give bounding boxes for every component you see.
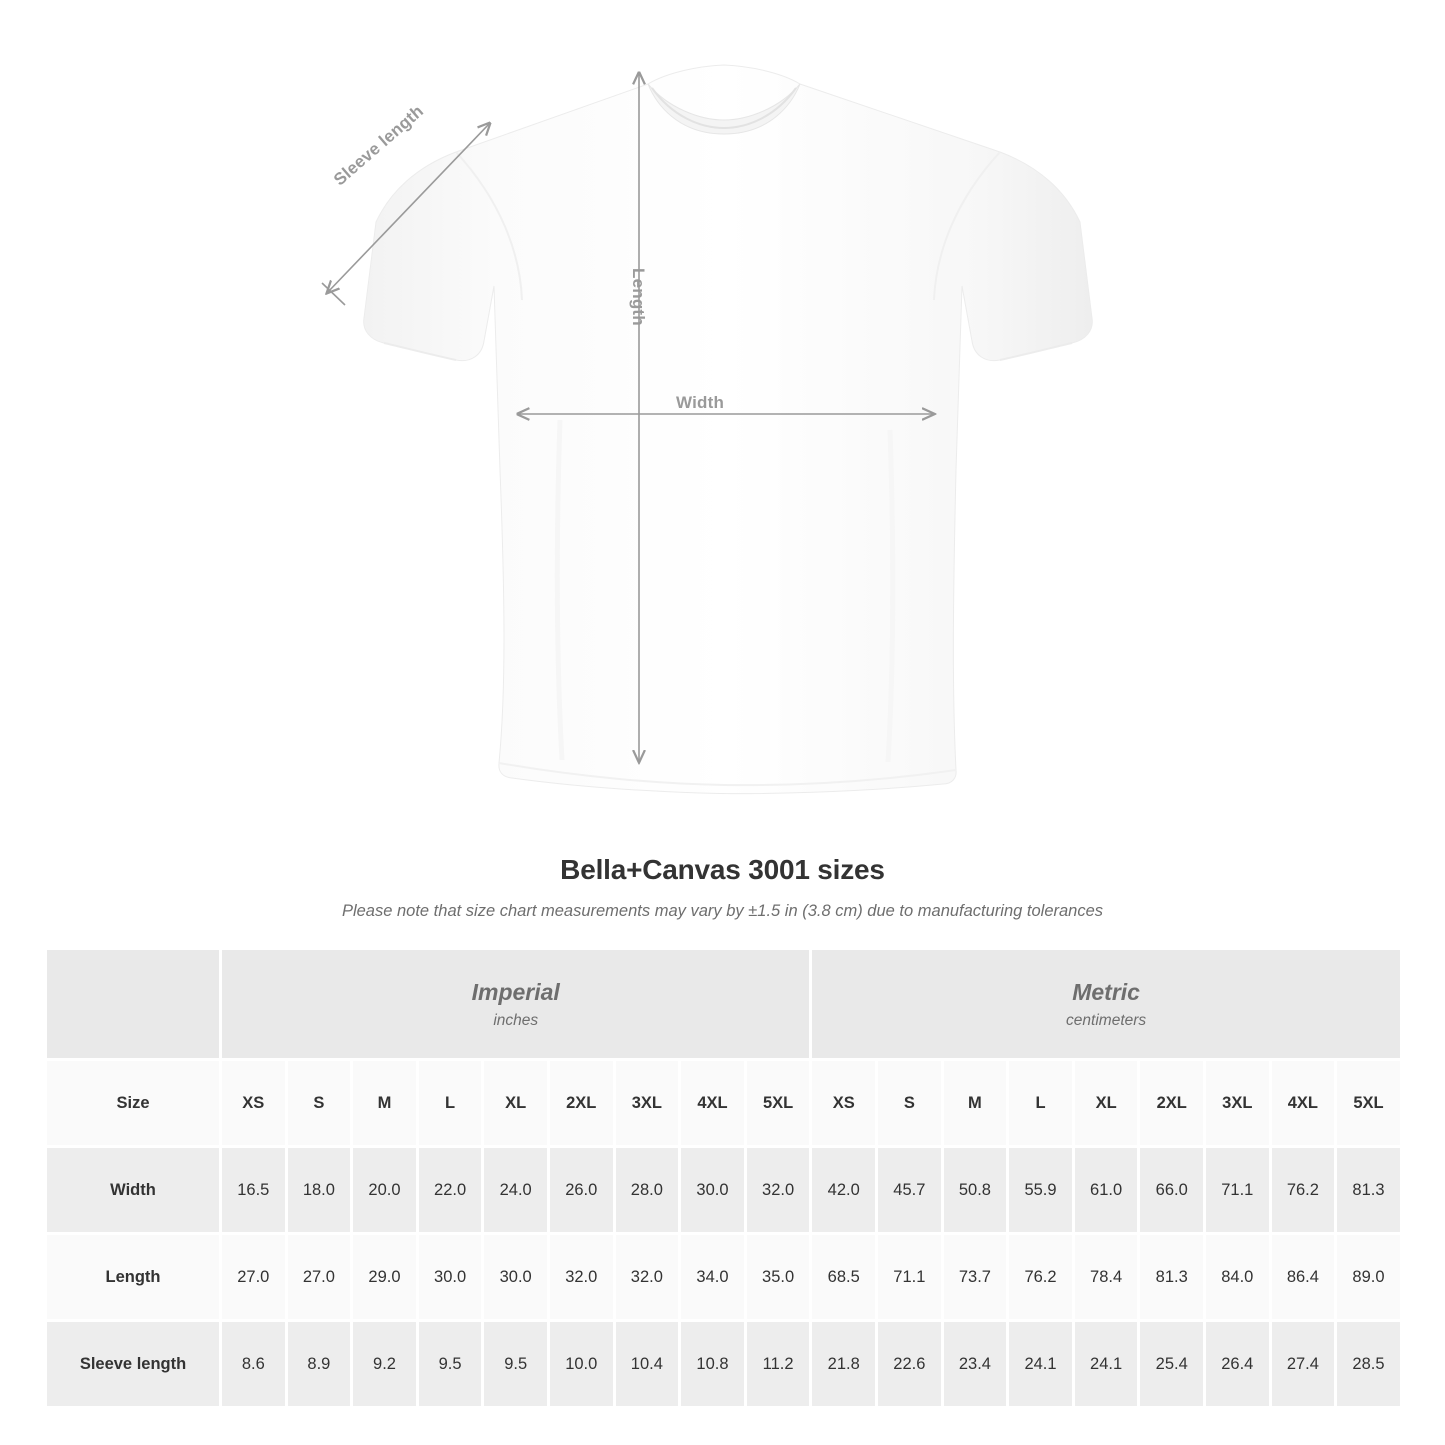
sleeve-length-label: Sleeve length <box>330 101 428 190</box>
table-row-width <box>46 1147 1402 1234</box>
cell-length-metric-xl: 78.4 <box>1073 1234 1139 1321</box>
size-header-metric-4xl: 4XL <box>1270 1060 1336 1147</box>
table-row-sleeve-length <box>46 1321 1402 1408</box>
cell-width-metric-m: 50.8 <box>942 1147 1008 1234</box>
size-header-metric-s: S <box>877 1060 943 1147</box>
cell-width-metric-xl: 61.0 <box>1073 1147 1139 1234</box>
unit-corner-cell <box>46 949 221 1060</box>
chart-title-block <box>0 854 1445 921</box>
cell-length-metric-m: 73.7 <box>942 1234 1008 1321</box>
cell-length-metric-4xl: 86.4 <box>1270 1234 1336 1321</box>
metric-name: Metric <box>1072 979 1140 1006</box>
cell-sleeve-metric-2xl: 25.4 <box>1139 1321 1205 1408</box>
size-header-imperial-4xl: 4XL <box>680 1060 746 1147</box>
cell-sleeve-metric-xs: 21.8 <box>811 1321 877 1408</box>
cell-sleeve-imperial-4xl: 10.8 <box>680 1321 746 1408</box>
cell-length-metric-2xl: 81.3 <box>1139 1234 1205 1321</box>
size-header-metric-2xl: 2XL <box>1139 1060 1205 1147</box>
tolerance-note: Please note that size chart measurements may vary by ±1.5 in (3.8 cm) due to manufacturing tolerances <box>341 902 1104 920</box>
cell-width-imperial-s: 18.0 <box>286 1147 352 1234</box>
cell-length-imperial-xl: 30.0 <box>483 1234 549 1321</box>
cell-length-imperial-4xl: 34.0 <box>680 1234 746 1321</box>
size-header-imperial-m: M <box>352 1060 418 1147</box>
cell-length-metric-l: 76.2 <box>1008 1234 1074 1321</box>
cell-length-metric-s: 71.1 <box>877 1234 943 1321</box>
row-label-length: Length <box>46 1234 221 1321</box>
cell-width-imperial-3xl: 28.0 <box>614 1147 680 1234</box>
unit-group-metric <box>811 949 1401 1060</box>
cell-width-metric-5xl: 81.3 <box>1336 1147 1402 1234</box>
cell-sleeve-imperial-xs: 8.6 <box>221 1321 287 1408</box>
table-row-length <box>46 1234 1402 1321</box>
cell-sleeve-imperial-5xl: 11.2 <box>745 1321 811 1408</box>
cell-sleeve-metric-4xl: 27.4 <box>1270 1321 1336 1408</box>
size-header-imperial-xs: XS <box>221 1060 287 1147</box>
cell-length-imperial-2xl: 32.0 <box>548 1234 614 1321</box>
width-label: Width <box>676 393 725 412</box>
size-header-metric-l: L <box>1008 1060 1074 1147</box>
cell-length-imperial-3xl: 32.0 <box>614 1234 680 1321</box>
row-label-size: Size <box>46 1060 221 1147</box>
cell-length-imperial-s: 27.0 <box>286 1234 352 1321</box>
cell-width-metric-s: 45.7 <box>877 1147 943 1234</box>
cell-width-imperial-m: 20.0 <box>352 1147 418 1234</box>
size-header-metric-3xl: 3XL <box>1205 1060 1271 1147</box>
row-label-sleeve-length: Sleeve length <box>46 1321 221 1408</box>
size-table <box>44 947 1403 1409</box>
table-row-size <box>46 1060 1402 1147</box>
cell-width-imperial-xs: 16.5 <box>221 1147 287 1234</box>
cell-sleeve-imperial-m: 9.2 <box>352 1321 418 1408</box>
cell-sleeve-metric-xl: 24.1 <box>1073 1321 1139 1408</box>
cell-sleeve-imperial-s: 8.9 <box>286 1321 352 1408</box>
imperial-sub: inches <box>493 1011 539 1029</box>
cell-length-imperial-l: 30.0 <box>417 1234 483 1321</box>
cell-sleeve-metric-3xl: 26.4 <box>1205 1321 1271 1408</box>
cell-width-metric-2xl: 66.0 <box>1139 1147 1205 1234</box>
cell-sleeve-metric-l: 24.1 <box>1008 1321 1074 1408</box>
size-header-imperial-s: S <box>286 1060 352 1147</box>
size-header-metric-xs: XS <box>811 1060 877 1147</box>
cell-length-metric-5xl: 89.0 <box>1336 1234 1402 1321</box>
cell-sleeve-metric-s: 22.6 <box>877 1321 943 1408</box>
size-header-imperial-l: L <box>417 1060 483 1147</box>
cell-width-imperial-5xl: 32.0 <box>745 1147 811 1234</box>
size-table-container <box>44 947 1401 1409</box>
size-header-metric-xl: XL <box>1073 1060 1139 1147</box>
size-header-imperial-xl: XL <box>483 1060 549 1147</box>
size-header-imperial-2xl: 2XL <box>548 1060 614 1147</box>
cell-width-metric-4xl: 76.2 <box>1270 1147 1336 1234</box>
cell-width-imperial-4xl: 30.0 <box>680 1147 746 1234</box>
cell-sleeve-imperial-3xl: 10.4 <box>614 1321 680 1408</box>
unit-group-imperial <box>221 949 811 1060</box>
cell-width-imperial-l: 22.0 <box>417 1147 483 1234</box>
page-title: Bella+Canvas 3001 sizes <box>560 854 885 885</box>
cell-sleeve-imperial-2xl: 10.0 <box>548 1321 614 1408</box>
size-header-imperial-5xl: 5XL <box>745 1060 811 1147</box>
cell-length-imperial-xs: 27.0 <box>221 1234 287 1321</box>
cell-sleeve-metric-5xl: 28.5 <box>1336 1321 1402 1408</box>
cell-width-imperial-xl: 24.0 <box>483 1147 549 1234</box>
unit-group-row <box>46 949 1402 1060</box>
cell-width-metric-3xl: 71.1 <box>1205 1147 1271 1234</box>
cell-sleeve-imperial-xl: 9.5 <box>483 1321 549 1408</box>
size-header-metric-5xl: 5XL <box>1336 1060 1402 1147</box>
imperial-name: Imperial <box>471 979 560 1006</box>
cell-length-imperial-5xl: 35.0 <box>745 1234 811 1321</box>
cell-sleeve-imperial-l: 9.5 <box>417 1321 483 1408</box>
row-label-width: Width <box>46 1147 221 1234</box>
cell-length-metric-3xl: 84.0 <box>1205 1234 1271 1321</box>
cell-width-metric-xs: 42.0 <box>811 1147 877 1234</box>
length-label: Length <box>629 268 648 326</box>
size-header-metric-m: M <box>942 1060 1008 1147</box>
cell-length-imperial-m: 29.0 <box>352 1234 418 1321</box>
size-header-imperial-3xl: 3XL <box>614 1060 680 1147</box>
cell-width-metric-l: 55.9 <box>1008 1147 1074 1234</box>
cell-sleeve-metric-m: 23.4 <box>942 1321 1008 1408</box>
cell-length-metric-xs: 68.5 <box>811 1234 877 1321</box>
metric-sub: centimeters <box>1066 1011 1147 1029</box>
cell-width-imperial-2xl: 26.0 <box>548 1147 614 1234</box>
